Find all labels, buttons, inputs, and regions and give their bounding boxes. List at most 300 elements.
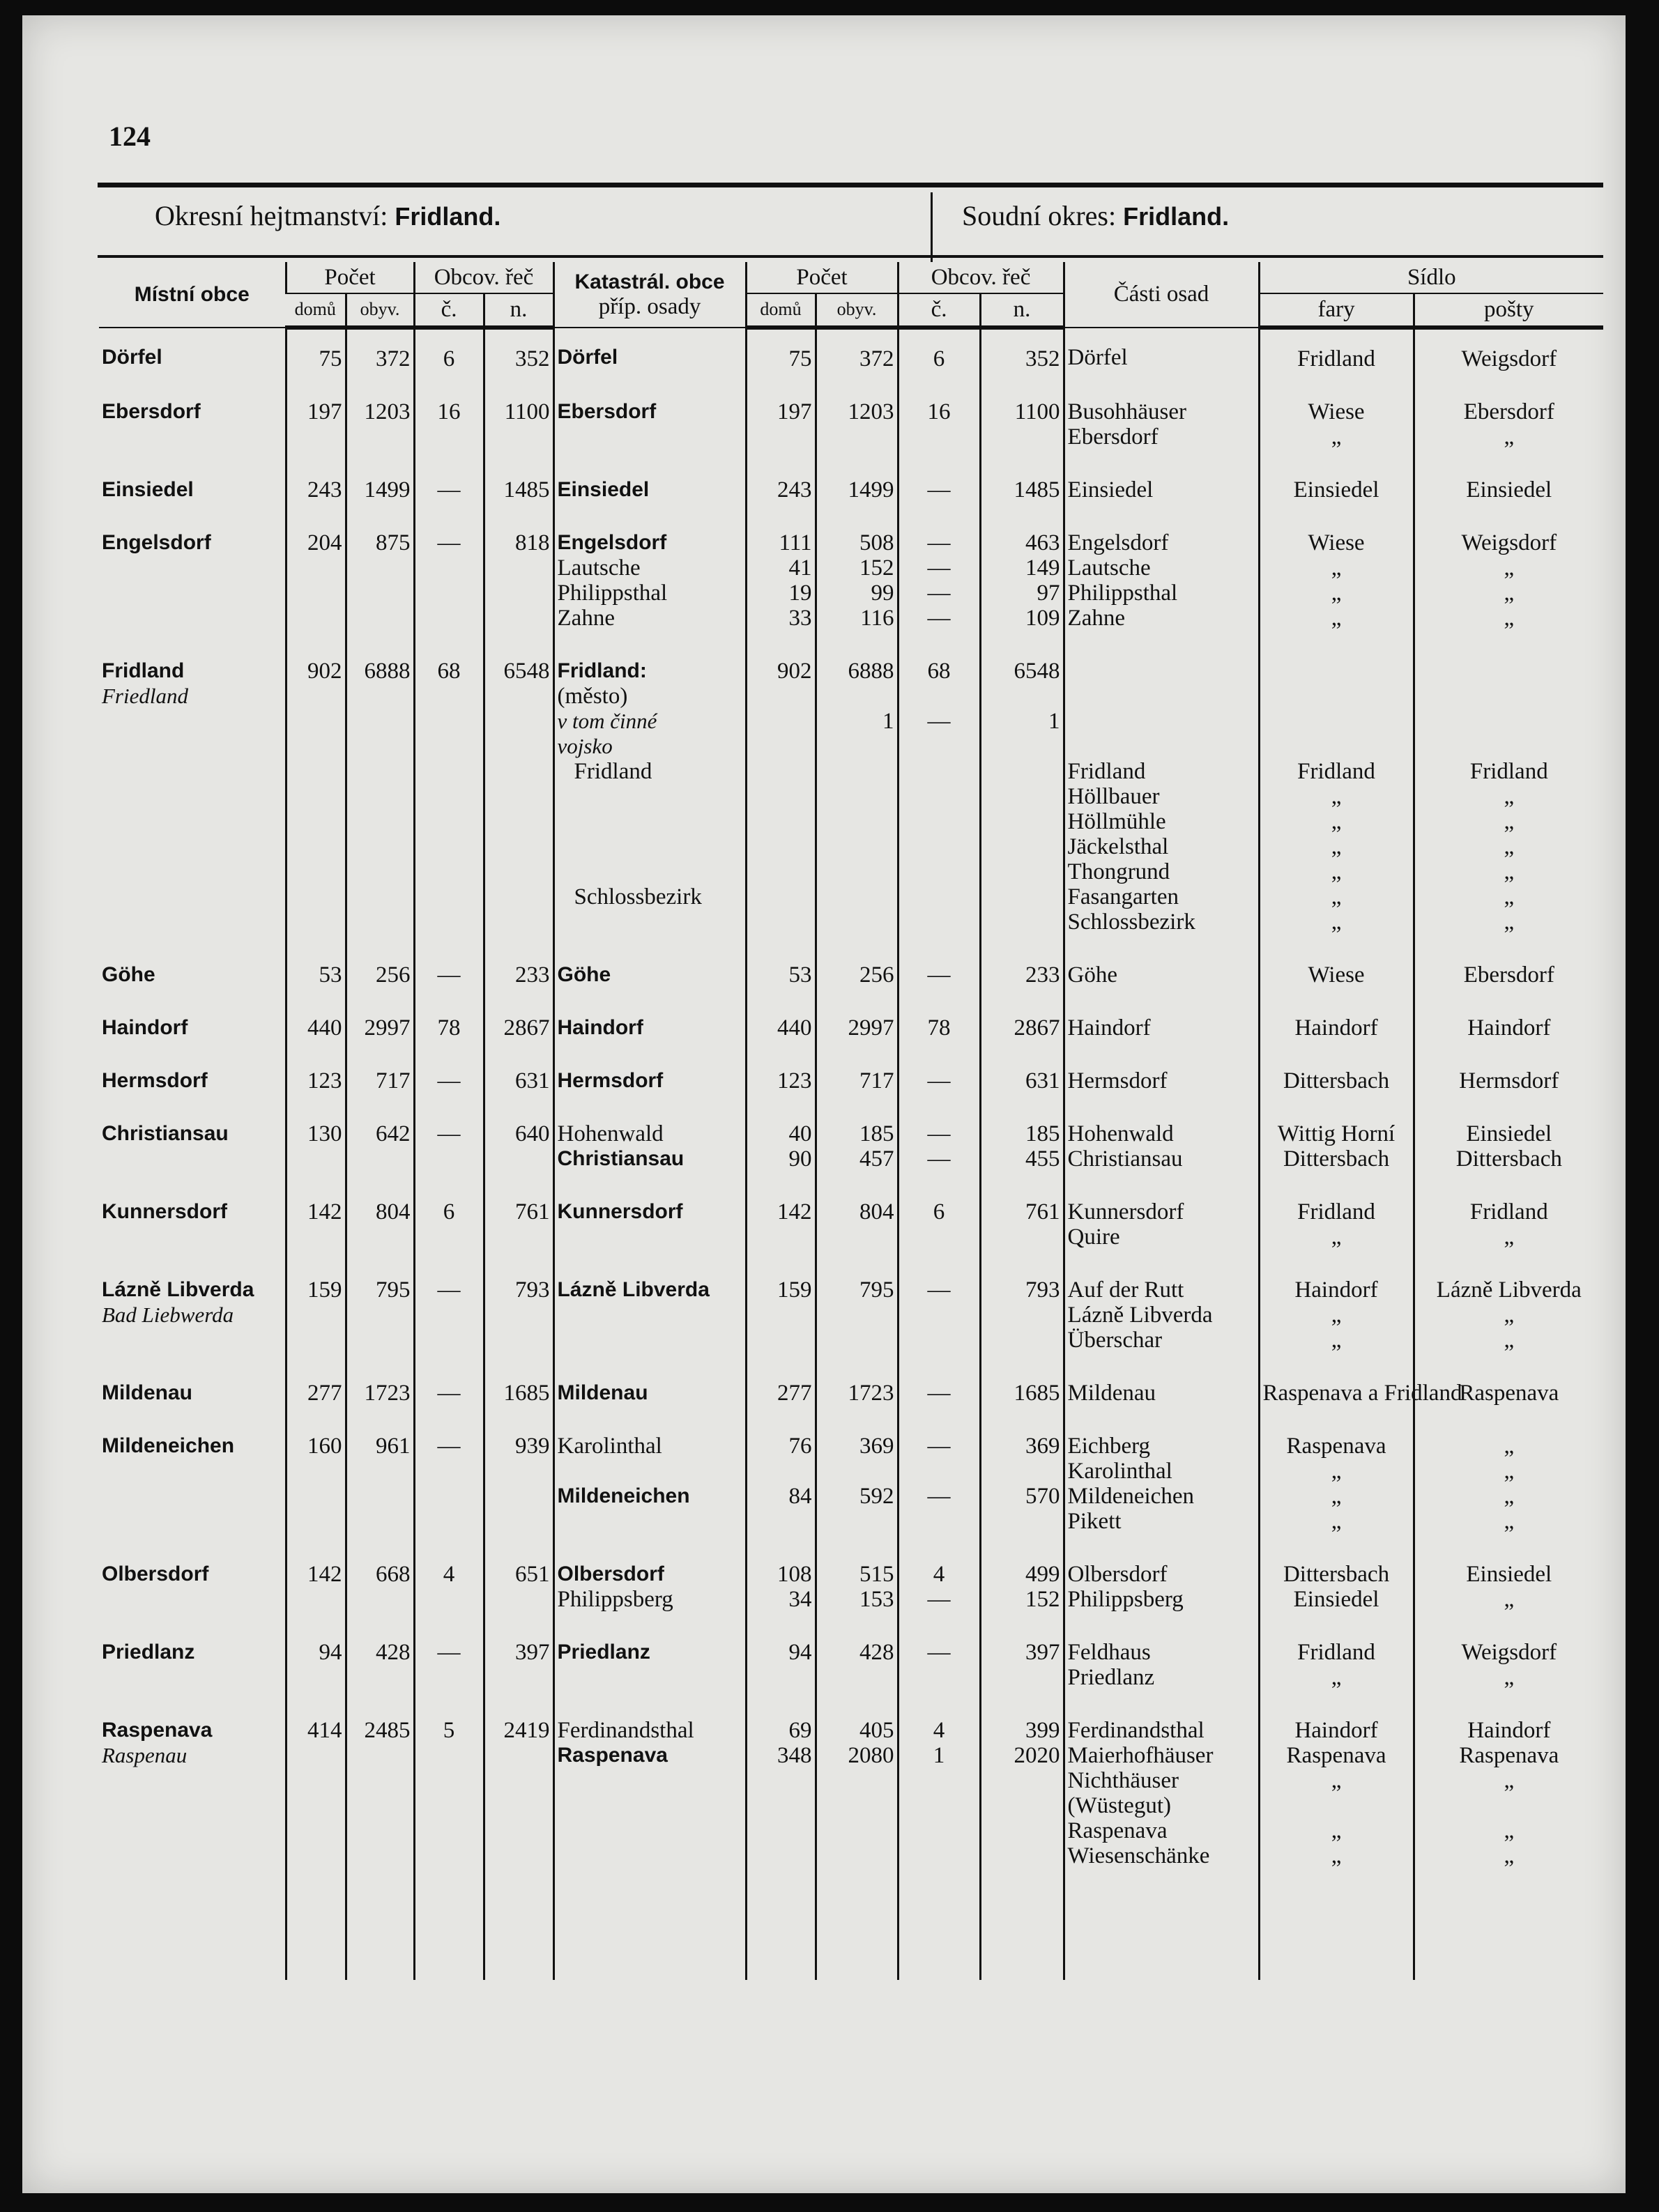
obyv-total: 1723 bbox=[364, 1380, 411, 1406]
col-n: n. bbox=[484, 293, 553, 327]
kn-cell bbox=[980, 1277, 1064, 1381]
casti-value: Lázně Libverda bbox=[1067, 1302, 1213, 1328]
kn-value bbox=[984, 884, 1060, 909]
kobyv-value: 153 bbox=[859, 1586, 894, 1612]
kdomu-cell bbox=[746, 1640, 816, 1718]
katastral-name bbox=[558, 859, 742, 884]
domu-total-cell bbox=[286, 328, 346, 399]
obyv-total-cell bbox=[346, 1381, 414, 1434]
fary-value: Fridland bbox=[1297, 1199, 1375, 1224]
kn-value: 455 bbox=[1025, 1146, 1060, 1172]
n-total-cell bbox=[484, 1434, 553, 1562]
kc-value: 4 bbox=[933, 1561, 945, 1587]
table-row bbox=[99, 1015, 1603, 1068]
filler-cell bbox=[746, 1896, 816, 1980]
kdomu-cell bbox=[746, 1121, 816, 1199]
casti-value: Mildenau bbox=[1067, 1380, 1156, 1406]
posty-cell bbox=[1414, 1121, 1603, 1199]
kc-value bbox=[902, 1509, 977, 1534]
filler-cell bbox=[99, 1896, 286, 1980]
posty-value: Fridland bbox=[1469, 758, 1548, 784]
kdomu-cell bbox=[746, 1015, 816, 1068]
casti-cell bbox=[1064, 1640, 1259, 1718]
table-row bbox=[99, 1718, 1603, 1896]
casti-value: Quire bbox=[1067, 1224, 1120, 1250]
c-total: — bbox=[437, 1277, 461, 1303]
fary-cell bbox=[1259, 477, 1414, 530]
kdomu-value bbox=[750, 859, 812, 884]
katastral-cell bbox=[553, 1121, 746, 1199]
kn-value: 152 bbox=[1025, 1586, 1060, 1612]
casti-value: Fridland bbox=[1067, 758, 1146, 784]
kc-cell bbox=[898, 1015, 980, 1068]
col-pocet-2: Počet bbox=[746, 262, 898, 293]
fary-cell bbox=[1259, 1640, 1414, 1718]
casti-value: Raspenava bbox=[1067, 1818, 1168, 1843]
obyv-total: 372 bbox=[376, 346, 411, 371]
obec-name: Göhe bbox=[102, 962, 155, 986]
casti-value: Christiansau bbox=[1067, 1146, 1183, 1172]
katastral-cell bbox=[553, 1015, 746, 1068]
c-total-cell bbox=[414, 1121, 484, 1199]
kc-cell bbox=[898, 530, 980, 659]
kc-value: 4 bbox=[933, 1717, 945, 1743]
posty-cell bbox=[1414, 399, 1603, 477]
c-total: — bbox=[437, 1380, 461, 1406]
kn-cell bbox=[980, 962, 1064, 1015]
obec-name: Olbersdorf bbox=[102, 1562, 209, 1585]
kdomu-value: 440 bbox=[777, 1015, 812, 1040]
kobyv-value: 369 bbox=[859, 1433, 894, 1459]
obec-cell bbox=[99, 399, 286, 477]
fary-cell bbox=[1259, 1380, 1462, 1434]
katastral-name: (město) bbox=[557, 683, 628, 709]
casti-value bbox=[1068, 709, 1255, 734]
kn-value: 399 bbox=[1025, 1717, 1060, 1743]
kobyv-value: 592 bbox=[859, 1483, 894, 1509]
kobyv-cell bbox=[816, 399, 898, 477]
obyv-total-cell bbox=[346, 399, 414, 477]
filler-cell bbox=[1064, 1896, 1259, 1980]
kdomu-value bbox=[750, 1459, 812, 1484]
obec-cell bbox=[99, 1718, 286, 1896]
kobyv-cell bbox=[816, 328, 898, 399]
fary-value: „ bbox=[1331, 1483, 1342, 1509]
kn-value: 463 bbox=[1025, 530, 1060, 555]
posty-value: „ bbox=[1504, 1586, 1515, 1612]
obyv-total: 428 bbox=[376, 1639, 411, 1665]
kn-value: 233 bbox=[1025, 962, 1060, 988]
kc-value bbox=[902, 684, 977, 709]
kn-value bbox=[984, 809, 1060, 834]
fary-cell bbox=[1259, 1199, 1414, 1277]
posty-value: Einsiedel bbox=[1466, 477, 1552, 502]
katastral-cell bbox=[553, 1434, 746, 1562]
filler-cell bbox=[484, 1896, 553, 1980]
kn-cell bbox=[980, 1068, 1064, 1121]
kobyv-value: 515 bbox=[859, 1561, 894, 1587]
obec-cell bbox=[99, 1434, 286, 1562]
fary-cell bbox=[1259, 1718, 1414, 1896]
kc-cell bbox=[898, 1640, 980, 1718]
table-row bbox=[99, 1068, 1603, 1121]
kdomu-value: 75 bbox=[788, 346, 812, 371]
kc-value: 68 bbox=[927, 658, 951, 684]
obyv-total: 875 bbox=[376, 530, 411, 555]
kc-value: — bbox=[927, 1433, 951, 1459]
kobyv-cell bbox=[816, 1718, 898, 1896]
fary-value: „ bbox=[1331, 1818, 1342, 1843]
fary-value bbox=[1263, 659, 1410, 684]
kobyv-value: 152 bbox=[859, 555, 894, 581]
domu-total: 130 bbox=[307, 1121, 342, 1146]
fary-cell bbox=[1259, 1277, 1414, 1381]
kc-cell bbox=[898, 1562, 980, 1640]
posty-value: „ bbox=[1504, 605, 1515, 631]
kn-value: 369 bbox=[1025, 1433, 1060, 1459]
domu-total: 243 bbox=[307, 477, 342, 502]
fary-cell bbox=[1259, 328, 1414, 399]
kn-value bbox=[984, 684, 1060, 709]
kn-cell bbox=[980, 328, 1064, 399]
kdomu-cell bbox=[746, 1562, 816, 1640]
fary-value: „ bbox=[1331, 1327, 1342, 1353]
casti-value: Höllmühle bbox=[1067, 808, 1166, 834]
kc-value: — bbox=[927, 1146, 951, 1172]
katastral-cell bbox=[553, 399, 746, 477]
kc-cell bbox=[898, 1718, 980, 1896]
obyv-total: 1499 bbox=[364, 477, 411, 502]
kobyv-value bbox=[820, 1459, 894, 1484]
table-row bbox=[99, 962, 1603, 1015]
posty-cell bbox=[1414, 477, 1603, 530]
katastral-cell bbox=[553, 1199, 746, 1277]
obyv-total-cell bbox=[346, 1277, 414, 1381]
c-total-cell bbox=[414, 1068, 484, 1121]
posty-cell bbox=[1414, 328, 1603, 399]
table-row bbox=[99, 1434, 1603, 1562]
casti-value: Pikett bbox=[1067, 1508, 1122, 1534]
obec-cell bbox=[99, 1068, 286, 1121]
n-total: 793 bbox=[515, 1277, 550, 1303]
kobyv-value: 185 bbox=[859, 1121, 894, 1146]
obec-cell bbox=[99, 1640, 286, 1718]
posty-cell bbox=[1414, 1562, 1603, 1640]
posty-value bbox=[1418, 684, 1601, 709]
kn-cell bbox=[980, 659, 1064, 962]
katastral-name: Göhe bbox=[557, 962, 611, 986]
c-total-cell bbox=[414, 328, 484, 399]
c-total-cell bbox=[414, 1640, 484, 1718]
c-total: 6 bbox=[443, 346, 455, 371]
posty-value: Weigsdorf bbox=[1461, 346, 1557, 371]
kn-value: 6548 bbox=[1014, 658, 1060, 684]
kobyv-value: 804 bbox=[859, 1199, 894, 1224]
kn-value: 109 bbox=[1025, 605, 1060, 631]
kn-cell bbox=[980, 1434, 1064, 1562]
fary-cell bbox=[1259, 1121, 1414, 1199]
kdomu-value: 277 bbox=[777, 1380, 812, 1406]
kobyv-cell bbox=[816, 1434, 898, 1562]
kn-value: 1685 bbox=[1014, 1380, 1060, 1406]
n-total-cell bbox=[484, 1277, 553, 1381]
casti-value: Dörfel bbox=[1067, 344, 1128, 370]
obec-alt-name: Friedland bbox=[102, 683, 188, 708]
c-total-cell bbox=[414, 477, 484, 530]
kn-cell bbox=[980, 1199, 1064, 1277]
n-total: 651 bbox=[515, 1561, 550, 1587]
c-total: — bbox=[437, 477, 461, 502]
kobyv-cell bbox=[816, 530, 898, 659]
casti-value: Hohenwald bbox=[1067, 1121, 1174, 1146]
kobyv-value bbox=[820, 859, 894, 884]
col-fary: fary bbox=[1259, 293, 1414, 327]
fary-value: „ bbox=[1331, 834, 1342, 859]
col-mistni-obce: Místní obce bbox=[99, 262, 286, 328]
kc-cell bbox=[898, 962, 980, 1015]
kobyv-value: 2080 bbox=[848, 1742, 894, 1768]
domu-total-cell bbox=[286, 1562, 346, 1640]
kdomu-value bbox=[750, 734, 812, 759]
casti-value: Mildeneichen bbox=[1067, 1483, 1194, 1509]
domu-total-cell bbox=[286, 1068, 346, 1121]
kn-value bbox=[984, 834, 1060, 859]
kc-cell bbox=[898, 1434, 980, 1562]
casti-value: Göhe bbox=[1067, 962, 1118, 988]
n-total: 1100 bbox=[504, 399, 550, 424]
filler-cell bbox=[286, 1896, 346, 1980]
kobyv-cell bbox=[816, 1068, 898, 1121]
kdomu-cell bbox=[746, 1277, 816, 1381]
kobyv-value: 6888 bbox=[848, 658, 894, 684]
table-row bbox=[99, 328, 1603, 399]
n-total-cell bbox=[484, 1381, 553, 1434]
domu-total: 204 bbox=[307, 530, 342, 555]
kc-value: 16 bbox=[927, 399, 951, 424]
posty-cell bbox=[1414, 530, 1603, 659]
domu-total: 160 bbox=[307, 1433, 342, 1459]
casti-cell bbox=[1064, 399, 1259, 477]
posty-value: „ bbox=[1504, 884, 1515, 909]
katastral-name: Haindorf bbox=[557, 1015, 643, 1039]
n-total-cell bbox=[484, 1562, 553, 1640]
fary-value: Fridland bbox=[1297, 1639, 1375, 1665]
domu-total-cell bbox=[286, 1718, 346, 1896]
c-total-cell bbox=[414, 1277, 484, 1381]
kc-cell bbox=[898, 1277, 980, 1381]
obec-name: Engelsdorf bbox=[102, 530, 211, 554]
kdomu-value bbox=[750, 759, 812, 784]
kc-value: — bbox=[927, 708, 951, 734]
kdomu-cell bbox=[746, 659, 816, 962]
fary-value: Fridland bbox=[1297, 346, 1375, 371]
kdomu-cell bbox=[746, 530, 816, 659]
casti-value: Ferdinandsthal bbox=[1067, 1717, 1205, 1743]
katastral-name bbox=[558, 1509, 742, 1534]
kobyv-value: 405 bbox=[859, 1717, 894, 1743]
kdomu-value bbox=[750, 809, 812, 834]
posty-value: „ bbox=[1504, 808, 1515, 834]
obec-cell bbox=[99, 328, 286, 399]
kc-value: — bbox=[927, 1380, 951, 1406]
posty-cell bbox=[1414, 659, 1603, 962]
col-obyv: obyv. bbox=[346, 293, 414, 327]
kc-value: 6 bbox=[933, 1199, 945, 1224]
table-filler-row bbox=[99, 1896, 1603, 1980]
n-total: 640 bbox=[515, 1121, 550, 1146]
kdomu-cell bbox=[746, 1068, 816, 1121]
page-number: 124 bbox=[109, 121, 151, 152]
fary-value: „ bbox=[1331, 859, 1342, 884]
obec-name: Christiansau bbox=[102, 1121, 229, 1145]
katastral-cell bbox=[553, 1562, 746, 1640]
kobyv-value: 428 bbox=[859, 1639, 894, 1665]
n-total-cell bbox=[484, 477, 553, 530]
obec-name: Dörfel bbox=[102, 345, 162, 369]
obyv-total: 2485 bbox=[364, 1717, 411, 1743]
fary-value: „ bbox=[1331, 580, 1342, 606]
kc-value bbox=[902, 834, 977, 859]
casti-cell bbox=[1064, 328, 1259, 399]
fary-value: Haindorf bbox=[1294, 1015, 1378, 1040]
filler-cell bbox=[1414, 1896, 1603, 1980]
fary-cell bbox=[1259, 1068, 1414, 1121]
table-row bbox=[99, 1640, 1603, 1718]
posty-value: „ bbox=[1504, 859, 1515, 884]
domu-total: 159 bbox=[307, 1277, 342, 1303]
obyv-total-cell bbox=[346, 1068, 414, 1121]
header-top-rule bbox=[98, 183, 1603, 187]
katastral-cell bbox=[553, 1718, 746, 1896]
header-separator bbox=[931, 192, 933, 262]
c-total: — bbox=[437, 530, 461, 555]
domu-total-cell bbox=[286, 1640, 346, 1718]
kobyv-cell bbox=[816, 1015, 898, 1068]
n-total: 631 bbox=[515, 1068, 550, 1093]
katastral-name: Hermsdorf bbox=[557, 1068, 664, 1092]
domu-total: 94 bbox=[319, 1639, 342, 1665]
kobyv-value: 1723 bbox=[848, 1380, 894, 1406]
col-katastral-line2: příp. osady bbox=[598, 294, 701, 320]
posty-value: „ bbox=[1504, 1767, 1515, 1793]
kn-value bbox=[984, 1459, 1060, 1484]
kdomu-value: 197 bbox=[777, 399, 812, 424]
posty-value: Ebersdorf bbox=[1463, 399, 1554, 424]
casti-value: Haindorf bbox=[1067, 1015, 1151, 1040]
fary-value: Raspenava bbox=[1286, 1433, 1386, 1459]
fary-value: „ bbox=[1331, 1767, 1342, 1793]
katastral-name: Lázně Libverda bbox=[557, 1277, 710, 1301]
kn-value: 352 bbox=[1025, 346, 1060, 371]
kn-value: 761 bbox=[1025, 1199, 1060, 1224]
casti-value: Jäckelsthal bbox=[1067, 834, 1169, 859]
kdomu-cell bbox=[746, 328, 816, 399]
c-total: 5 bbox=[443, 1717, 455, 1743]
kdomu-value bbox=[750, 1509, 812, 1534]
casti-cell bbox=[1064, 1434, 1259, 1562]
table-row bbox=[99, 1562, 1603, 1640]
obec-name: Mildenau bbox=[102, 1381, 193, 1404]
fary-value: Dittersbach bbox=[1283, 1068, 1390, 1093]
domu-total-cell bbox=[286, 1381, 346, 1434]
casti-cell bbox=[1064, 1277, 1259, 1381]
n-total-cell bbox=[484, 530, 553, 659]
posty-value: „ bbox=[1504, 1458, 1515, 1484]
n-total-cell bbox=[484, 399, 553, 477]
casti-value: Nichthäuser bbox=[1067, 1767, 1179, 1793]
c-total: — bbox=[437, 1068, 461, 1093]
obec-name: Hermsdorf bbox=[102, 1068, 208, 1092]
obyv-total-cell bbox=[346, 1121, 414, 1199]
kobyv-cell bbox=[816, 1277, 898, 1381]
table-row bbox=[99, 1381, 1603, 1434]
kobyv-value: 795 bbox=[859, 1277, 894, 1303]
c-total-cell bbox=[414, 1718, 484, 1896]
kobyv-cell bbox=[816, 1199, 898, 1277]
fary-value bbox=[1263, 1793, 1410, 1818]
kc-value: — bbox=[927, 580, 951, 606]
fary-value: Wiese bbox=[1308, 530, 1365, 555]
kdomu-value: 902 bbox=[777, 658, 812, 684]
filler-cell bbox=[898, 1896, 980, 1980]
obec-alt-name: Bad Liebwerda bbox=[102, 1302, 234, 1327]
col-casti-osad: Části osad bbox=[1064, 262, 1259, 328]
n-total: 2419 bbox=[503, 1717, 550, 1743]
kdomu-cell bbox=[746, 1434, 816, 1562]
posty-value bbox=[1418, 1793, 1601, 1818]
kdomu-value bbox=[750, 834, 812, 859]
district-heading bbox=[155, 199, 500, 232]
n-total: 1685 bbox=[503, 1380, 550, 1406]
katastral-name bbox=[558, 809, 742, 834]
kobyv-cell bbox=[816, 477, 898, 530]
fary-value: „ bbox=[1331, 605, 1342, 631]
casti-value bbox=[1068, 659, 1255, 684]
obec-name: Fridland bbox=[102, 659, 185, 682]
n-total: 2867 bbox=[503, 1015, 550, 1040]
kobyv-value bbox=[820, 834, 894, 859]
kn-cell bbox=[980, 1640, 1064, 1718]
kdomu-cell bbox=[746, 399, 816, 477]
table-row bbox=[99, 1277, 1603, 1381]
kn-value bbox=[984, 759, 1060, 784]
casti-value: Kunnersdorf bbox=[1067, 1199, 1184, 1224]
kdomu-value bbox=[750, 884, 812, 909]
obec-name: Lázně Libverda bbox=[102, 1277, 254, 1301]
col-sidlo: Sídlo bbox=[1259, 262, 1603, 293]
katastral-name: Mildeneichen bbox=[557, 1484, 690, 1507]
table-row bbox=[99, 477, 1603, 530]
obyv-total: 804 bbox=[376, 1199, 411, 1224]
obyv-total-cell bbox=[346, 1562, 414, 1640]
fary-value: „ bbox=[1331, 555, 1342, 581]
katastral-name: Einsiedel bbox=[557, 477, 650, 501]
posty-value: „ bbox=[1504, 834, 1515, 859]
fary-value: Fridland bbox=[1297, 758, 1375, 784]
obec-name: Kunnersdorf bbox=[102, 1199, 227, 1223]
c-total-cell bbox=[414, 1381, 484, 1434]
posty-value: Weigsdorf bbox=[1461, 530, 1557, 555]
katastral-name bbox=[558, 909, 742, 935]
domu-total-cell bbox=[286, 962, 346, 1015]
katastral-name: Olbersdorf bbox=[557, 1562, 664, 1585]
casti-value: Feldhaus bbox=[1067, 1639, 1151, 1665]
c-total-cell bbox=[414, 399, 484, 477]
kn-value: 2867 bbox=[1014, 1015, 1060, 1040]
katastral-name: Fridland bbox=[574, 758, 652, 784]
fary-value: „ bbox=[1331, 1508, 1342, 1534]
n-total: 352 bbox=[515, 346, 550, 371]
